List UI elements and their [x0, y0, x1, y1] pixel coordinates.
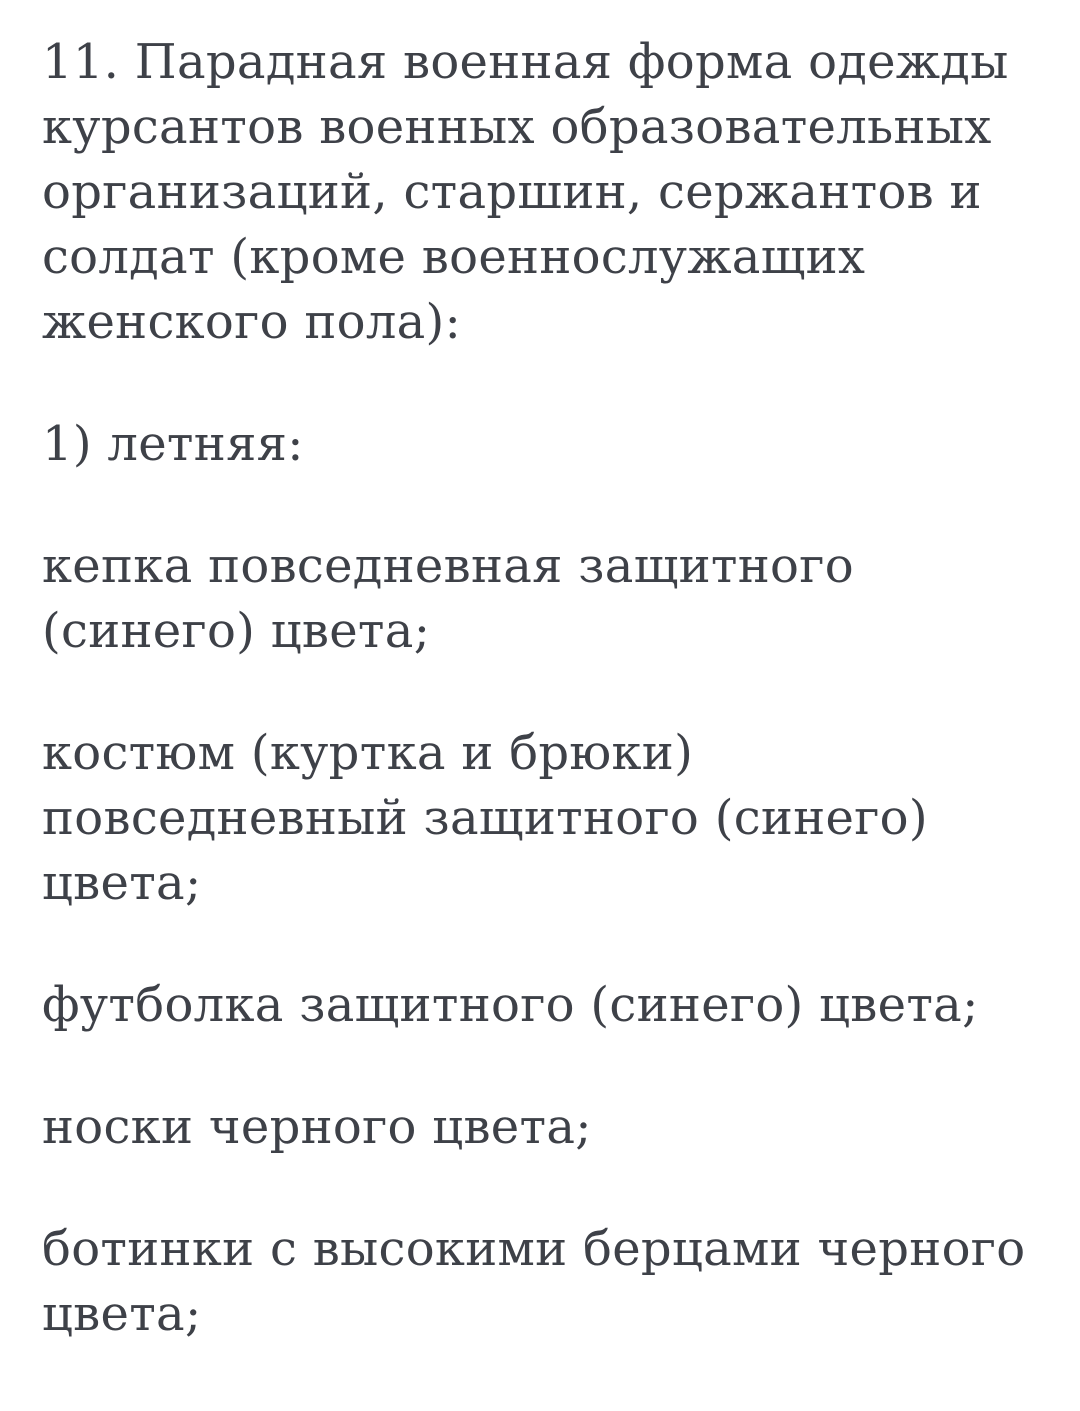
list-item: кепка повседневная защитного (синего) цвета; — [42, 538, 854, 659]
season-subheading: 1) летняя: — [42, 416, 304, 472]
list-item: ботинки с высокими берцами черного цвета; — [42, 1221, 1026, 1342]
list-item: футболка защитного (синего) цвета; — [42, 977, 979, 1033]
list-item: костюм (куртка и брюки) повседневный защитного (синего) цвета; — [42, 725, 928, 911]
list-item: носки черного цвета; — [42, 1099, 592, 1155]
section-heading: 11. Парадная военная форма одежды курсантов военных образовательных организаций, старшин, сержантов и солдат (кроме военнослужащих женского пола): — [42, 34, 1009, 350]
